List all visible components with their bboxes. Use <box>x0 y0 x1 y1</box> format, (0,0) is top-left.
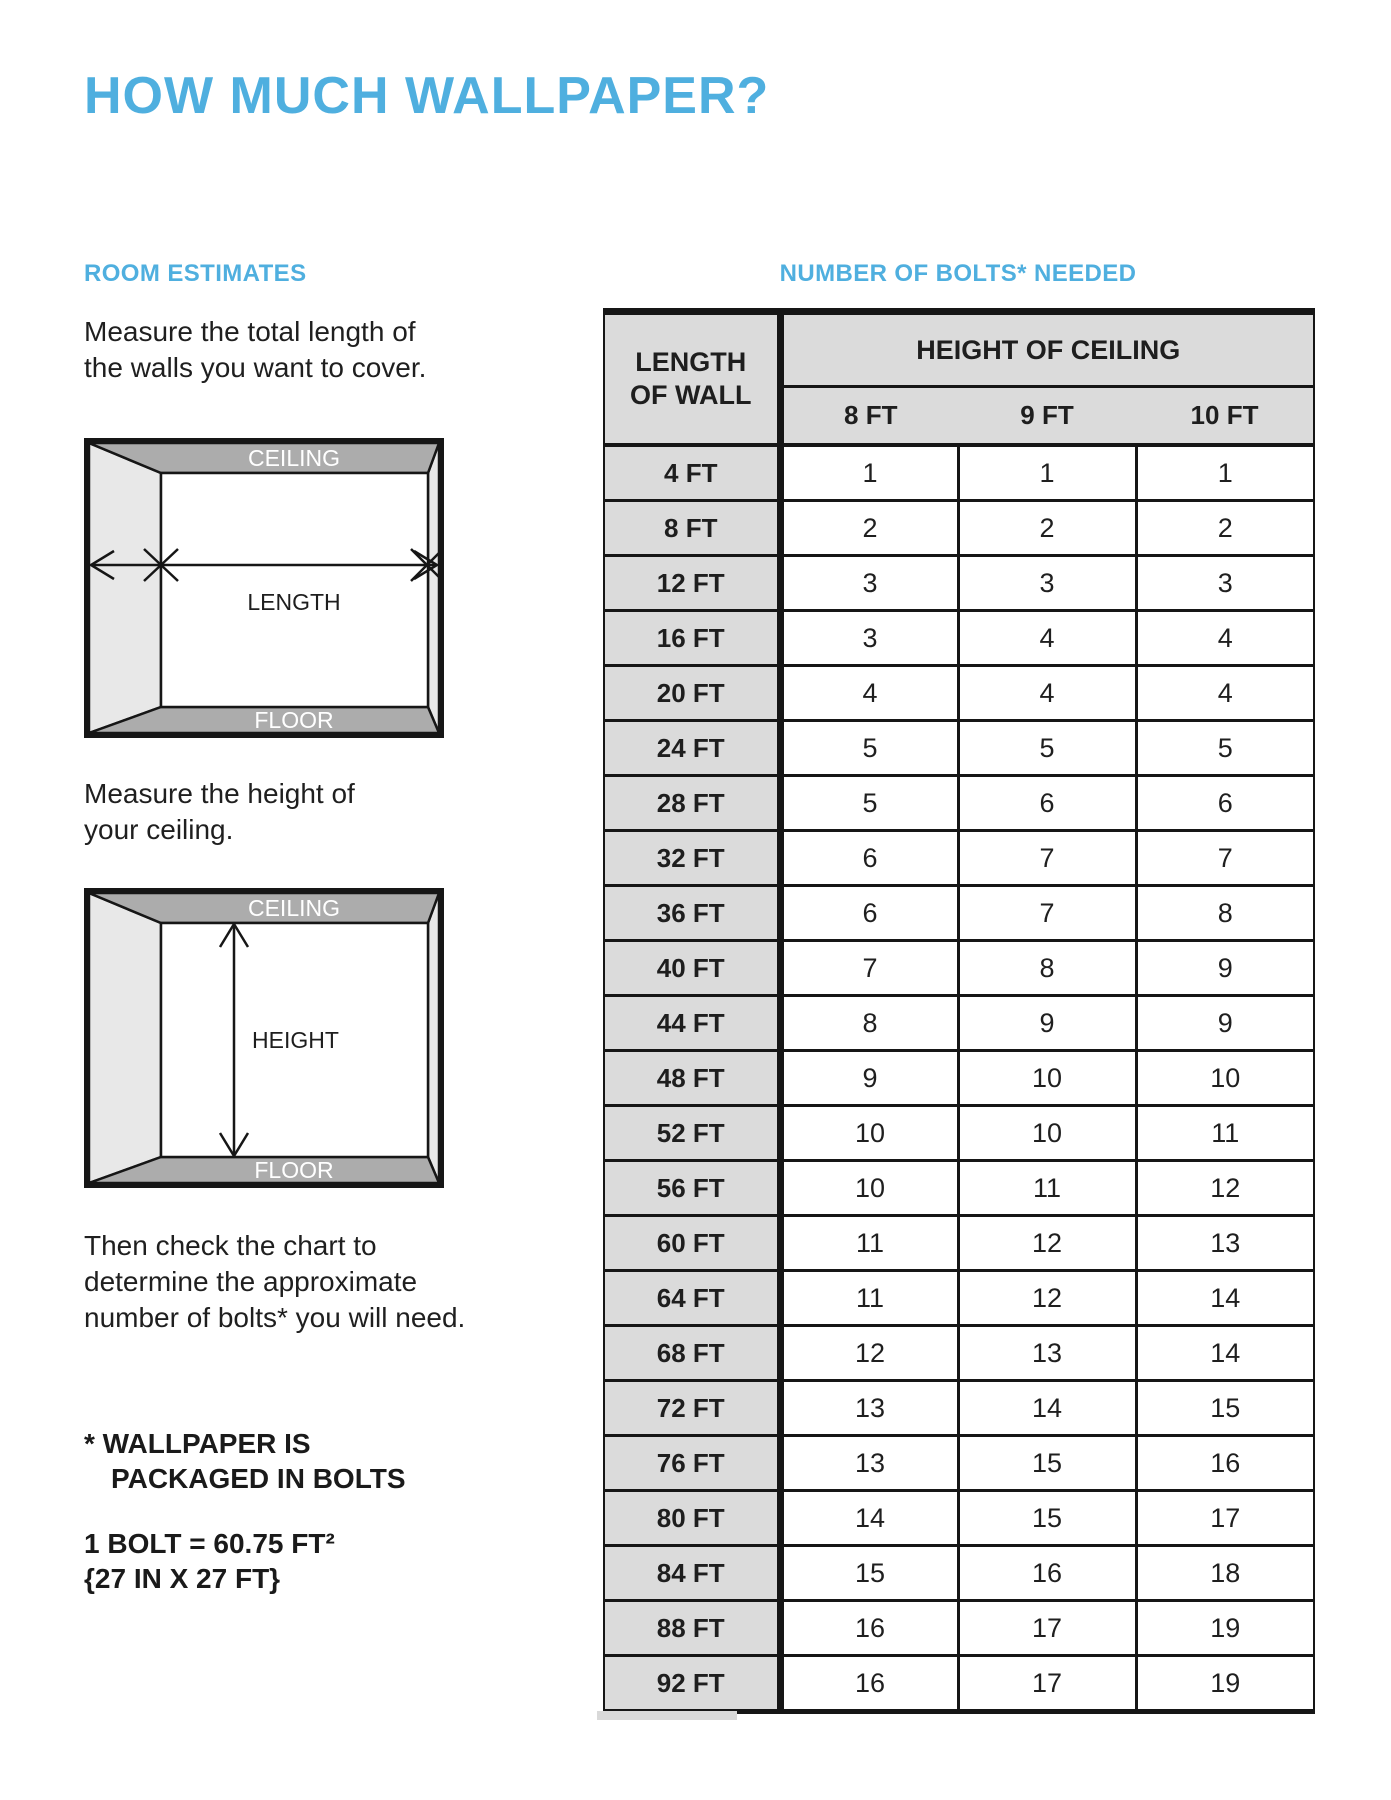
bolts-value-cell: 13 <box>1136 1216 1314 1271</box>
step3-line3: number of bolts* you will need. <box>84 1302 466 1333</box>
table-row <box>604 1491 1314 1546</box>
wall-length-cell: 32 FT <box>604 831 780 886</box>
floor-label: FLOOR <box>254 707 334 733</box>
ceiling-label: CEILING <box>247 445 341 471</box>
bolts-value-cell: 10 <box>780 1161 958 1216</box>
bolts-value-cell: 14 <box>1136 1271 1314 1326</box>
wall-length-cell: 56 FT <box>604 1161 780 1216</box>
wall-length-cell: 12 FT <box>604 556 780 611</box>
bolts-value-cell: 12 <box>958 1271 1136 1326</box>
bolt-size-info <box>84 1526 335 1596</box>
wall-length-cell: 28 FT <box>604 776 780 831</box>
table-row <box>604 1051 1314 1106</box>
bolts-value-cell: 4 <box>958 666 1136 721</box>
bolts-value-cell: 10 <box>1136 1051 1314 1106</box>
length-of-wall-line1: LENGTH <box>635 347 747 377</box>
table-row <box>604 941 1314 996</box>
wall-length-cell: 48 FT <box>604 1051 780 1106</box>
wall-length-cell: 16 FT <box>604 611 780 666</box>
table-row <box>604 1436 1314 1491</box>
bolts-value-cell: 7 <box>958 886 1136 941</box>
length-label: LENGTH <box>247 589 341 615</box>
bolts-value-cell: 10 <box>958 1106 1136 1161</box>
table-row <box>604 501 1314 556</box>
bolts-value-cell: 3 <box>780 611 958 666</box>
wall-length-cell: 36 FT <box>604 886 780 941</box>
table-row <box>604 1216 1314 1271</box>
bolts-value-cell: 15 <box>780 1546 958 1601</box>
bolts-value-cell: 5 <box>958 721 1136 776</box>
right-wall <box>428 443 439 733</box>
footnote-line2: PACKAGED IN BOLTS <box>111 1463 406 1494</box>
step3-line2: determine the approximate <box>84 1266 418 1297</box>
bolts-value-cell: 14 <box>780 1491 958 1546</box>
table-row <box>604 886 1314 941</box>
wall-length-cell: 92 FT <box>604 1656 780 1712</box>
step3-line1: Then check the chart to <box>84 1230 377 1261</box>
bolts-value-cell: 11 <box>780 1271 958 1326</box>
table-row <box>604 996 1314 1051</box>
bolts-value-cell: 9 <box>1136 941 1314 996</box>
table-row <box>604 611 1314 666</box>
wall-length-cell: 72 FT <box>604 1381 780 1436</box>
bolts-value-cell: 1 <box>1136 445 1314 501</box>
table-row <box>604 721 1314 776</box>
bolts-value-cell: 12 <box>1136 1161 1314 1216</box>
bolts-value-cell: 15 <box>958 1491 1136 1546</box>
bolts-value-cell: 6 <box>780 886 958 941</box>
ceiling-label: CEILING <box>247 895 341 921</box>
bolts-value-cell: 1 <box>780 445 958 501</box>
bolts-table-container <box>603 308 1313 1714</box>
col-header-10ft: 10 FT <box>1136 387 1314 446</box>
room-height-diagram <box>84 888 444 1188</box>
bolts-value-cell: 9 <box>958 996 1136 1051</box>
bolts-value-cell: 15 <box>958 1436 1136 1491</box>
step3-text <box>84 1228 465 1336</box>
wall-length-cell: 60 FT <box>604 1216 780 1271</box>
bolts-table-body <box>604 445 1314 1712</box>
bolts-value-cell: 16 <box>780 1656 958 1712</box>
wall-length-cell: 80 FT <box>604 1491 780 1546</box>
step2-line1: Measure the height of <box>84 778 355 809</box>
table-row <box>604 776 1314 831</box>
step2-text <box>84 776 355 848</box>
bolts-value-cell: 11 <box>1136 1106 1314 1161</box>
wall-length-cell: 20 FT <box>604 666 780 721</box>
floor-label: FLOOR <box>254 1157 334 1183</box>
table-row <box>604 1381 1314 1436</box>
bolts-value-cell: 11 <box>958 1161 1136 1216</box>
table-header-row-1 <box>604 312 1314 387</box>
wall-length-cell: 68 FT <box>604 1326 780 1381</box>
wall-length-cell: 40 FT <box>604 941 780 996</box>
wall-length-cell: 76 FT <box>604 1436 780 1491</box>
bolts-value-cell: 17 <box>958 1656 1136 1712</box>
table-row <box>604 1601 1314 1656</box>
col-header-9ft: 9 FT <box>958 387 1136 446</box>
left-wall <box>89 893 161 1183</box>
table-row <box>604 1546 1314 1601</box>
table-row <box>604 1161 1314 1216</box>
wall-length-cell: 4 FT <box>604 445 780 501</box>
bolts-value-cell: 16 <box>780 1601 958 1656</box>
bolts-value-cell: 6 <box>780 831 958 886</box>
wall-length-cell: 88 FT <box>604 1601 780 1656</box>
bolts-value-cell: 5 <box>780 776 958 831</box>
step1-line2: the walls you want to cover. <box>84 352 427 383</box>
bolts-value-cell: 13 <box>958 1326 1136 1381</box>
table-row <box>604 1271 1314 1326</box>
bolts-footnote <box>84 1426 406 1496</box>
table-row <box>604 1326 1314 1381</box>
bolts-value-cell: 12 <box>958 1216 1136 1271</box>
bolts-value-cell: 5 <box>780 721 958 776</box>
left-wall <box>89 443 161 733</box>
bolts-value-cell: 3 <box>1136 556 1314 611</box>
table-row <box>604 1106 1314 1161</box>
table-row <box>604 666 1314 721</box>
bolts-value-cell: 8 <box>1136 886 1314 941</box>
room-estimates-heading: ROOM ESTIMATES <box>84 260 307 287</box>
bolts-value-cell: 4 <box>1136 666 1314 721</box>
bolts-value-cell: 16 <box>1136 1436 1314 1491</box>
table-bottom-shadow <box>597 1711 737 1720</box>
bolts-value-cell: 11 <box>780 1216 958 1271</box>
bolts-value-cell: 9 <box>1136 996 1314 1051</box>
height-label: HEIGHT <box>252 1027 339 1053</box>
height-of-ceiling-header: HEIGHT OF CEILING <box>780 312 1314 387</box>
table-row <box>604 831 1314 886</box>
length-of-wall-line2: OF WALL <box>630 380 752 410</box>
col-header-8ft: 8 FT <box>780 387 958 446</box>
bolt-dimensions: {27 IN X 27 FT} <box>84 1563 281 1594</box>
step1-line1: Measure the total length of <box>84 316 416 347</box>
bolts-table-heading: NUMBER OF BOLTS* NEEDED <box>779 260 1137 287</box>
bolts-value-cell: 7 <box>1136 831 1314 886</box>
bolts-value-cell: 14 <box>958 1381 1136 1436</box>
bolts-value-cell: 3 <box>958 556 1136 611</box>
bolts-value-cell: 2 <box>958 501 1136 556</box>
length-of-wall-header <box>604 312 780 446</box>
right-wall <box>428 893 439 1183</box>
bolts-value-cell: 7 <box>780 941 958 996</box>
bolts-value-cell: 18 <box>1136 1546 1314 1601</box>
bolts-value-cell: 14 <box>1136 1326 1314 1381</box>
bolts-value-cell: 17 <box>958 1601 1136 1656</box>
page-title: HOW MUCH WALLPAPER? <box>84 67 770 125</box>
bolts-value-cell: 1 <box>958 445 1136 501</box>
bolts-value-cell: 4 <box>958 611 1136 666</box>
step2-line2: your ceiling. <box>84 814 234 845</box>
wall-length-cell: 52 FT <box>604 1106 780 1161</box>
bolts-value-cell: 13 <box>780 1436 958 1491</box>
wall-length-cell: 24 FT <box>604 721 780 776</box>
bolts-value-cell: 8 <box>780 996 958 1051</box>
wall-length-cell: 84 FT <box>604 1546 780 1601</box>
bolts-value-cell: 17 <box>1136 1491 1314 1546</box>
bolts-value-cell: 2 <box>780 501 958 556</box>
room-length-diagram <box>84 438 444 738</box>
wall-length-cell: 8 FT <box>604 501 780 556</box>
footnote-line1: * WALLPAPER IS <box>84 1428 311 1459</box>
wall-length-cell: 44 FT <box>604 996 780 1051</box>
bolts-value-cell: 19 <box>1136 1656 1314 1712</box>
bolt-equation: 1 BOLT = 60.75 FT² <box>84 1528 335 1559</box>
bolts-value-cell: 10 <box>958 1051 1136 1106</box>
wall-length-cell: 64 FT <box>604 1271 780 1326</box>
bolts-value-cell: 7 <box>958 831 1136 886</box>
bolts-value-cell: 4 <box>1136 611 1314 666</box>
bolts-value-cell: 3 <box>780 556 958 611</box>
bolts-value-cell: 19 <box>1136 1601 1314 1656</box>
bolts-value-cell: 8 <box>958 941 1136 996</box>
bolts-value-cell: 15 <box>1136 1381 1314 1436</box>
bolts-value-cell: 12 <box>780 1326 958 1381</box>
table-row <box>604 1656 1314 1712</box>
bolts-value-cell: 2 <box>1136 501 1314 556</box>
bolts-value-cell: 6 <box>1136 776 1314 831</box>
step1-text <box>84 314 426 386</box>
bolts-value-cell: 16 <box>958 1546 1136 1601</box>
bolts-value-cell: 4 <box>780 666 958 721</box>
bolts-table <box>603 308 1315 1714</box>
table-row <box>604 445 1314 501</box>
table-row <box>604 556 1314 611</box>
bolts-value-cell: 10 <box>780 1106 958 1161</box>
bolts-value-cell: 9 <box>780 1051 958 1106</box>
bolts-value-cell: 5 <box>1136 721 1314 776</box>
bolts-value-cell: 6 <box>958 776 1136 831</box>
bolts-value-cell: 13 <box>780 1381 958 1436</box>
